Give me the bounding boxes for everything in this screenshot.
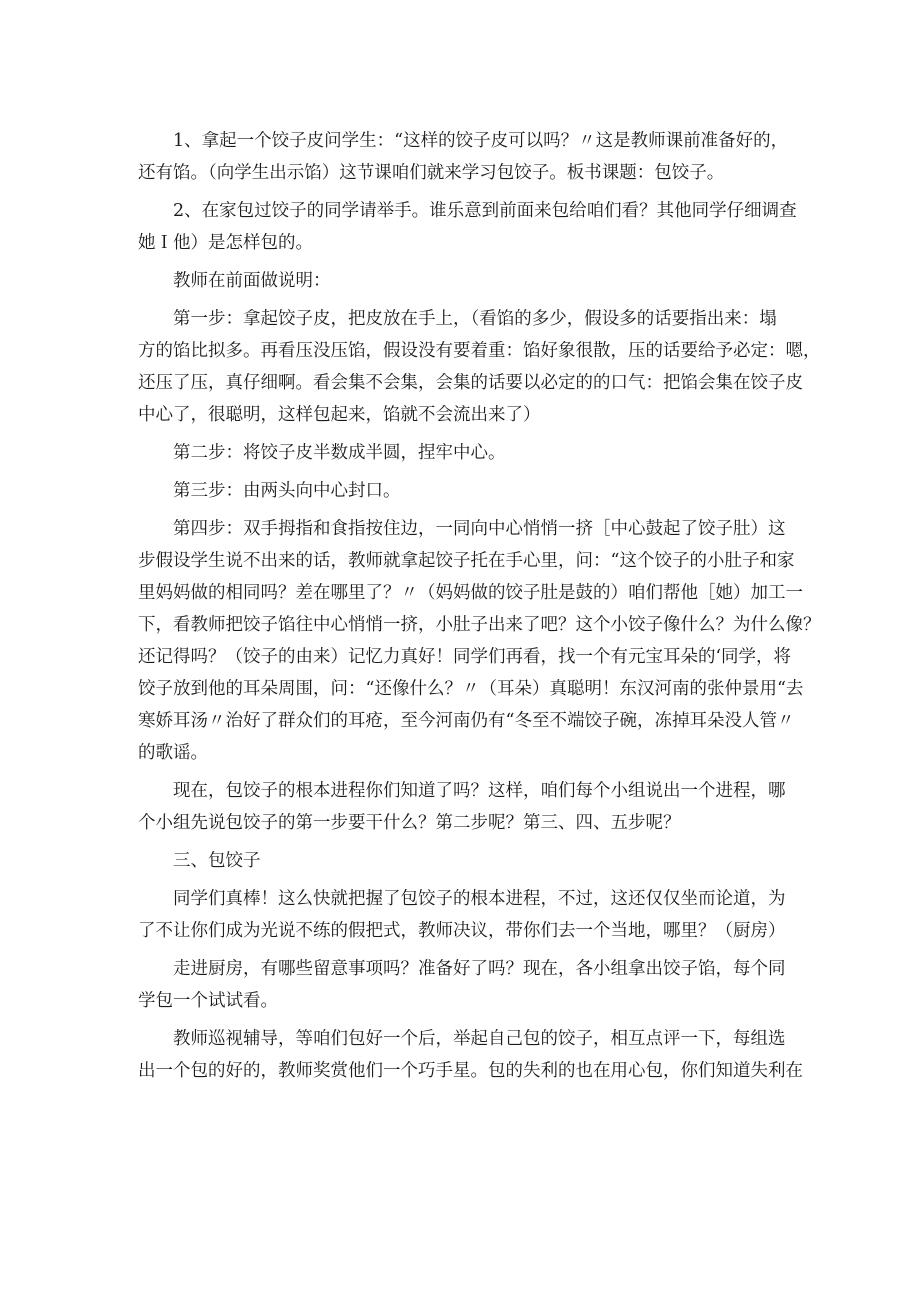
text-line: 还有馅。（向学生出示馅）这节课咱们就来学习包饺子。板书课题：包饺子。	[138, 163, 725, 183]
paragraph	[138, 125, 788, 189]
text-line: 个小组先说包饺子的第一步要干什么？第二步呢？第三、四、五步呢？	[138, 813, 681, 833]
text-line: 走进厨房，有哪些留意事项吗？准备好了吗？现在，各小组拿出饺子馅，每个同	[173, 959, 786, 979]
text-line: 第一步：拿起饺子皮，把皮放在手上，（看馅的多少，假设多的话要指出来：塌	[173, 309, 777, 329]
text-line: 还压了压，真仔细啊。看会集不会集，会集的话要以必定的的口气：把馅会集在饺子皮	[138, 373, 803, 393]
text-line: 方的馅比拟多。再看压没压馅，假设没有要着重：馅好象很散，压的话要给予必定：嗯，	[138, 341, 821, 361]
text-line: 现在，包饺子的根本进程你们知道了吗？这样，咱们每个小组说出一个进程，哪	[173, 781, 786, 801]
text-line: 出一个包的好的，教师奖赏他们一个巧手星。包的失利的也在用心包，你们知道失利在	[138, 1061, 803, 1081]
text-line: 教师在前面做说明：	[173, 271, 331, 291]
text-line: 饺子放到他的耳朵周围，问：“还像什么？〃（耳朵）真聪明！东汉河南的张仲景用“去	[138, 679, 804, 699]
text-line: 学包一个试试看。	[138, 991, 278, 1011]
text-line: 2、在家包过饺子的同学请举手。谁乐意到前面来包给咱们看？其他同学仔细调查	[173, 201, 797, 221]
text-line: 中心了，很聪明，这样包起来，馅就不会流出来了）	[138, 405, 541, 425]
document-body	[138, 125, 821, 1093]
text-line: 了不让你们成为光说不练的假把式，教师决议，带你们去一个当地，哪里？（厨房）	[138, 921, 786, 941]
paragraph	[138, 513, 821, 769]
paragraph	[138, 953, 788, 1017]
text-line: 教师巡视辅导，等咱们包好一个后，举起自己包的饺子，相互点评一下，每组选	[173, 1029, 786, 1049]
paragraph	[138, 475, 788, 507]
paragraph	[138, 883, 788, 947]
text-line: 还记得吗？（饺子的由来）记忆力真好！同学们再看，找一个有元宝耳朵的‘同学，将	[138, 647, 792, 667]
paragraph	[138, 437, 788, 469]
text-line: 三、包饺子	[173, 851, 261, 871]
text-line: 下，看教师把饺子馅往中心悄悄一挤，小肚子出来了吧？这个小饺子像什么？为什么像？	[138, 615, 821, 635]
text-line: 第三步：由两头向中心封口。	[173, 481, 401, 501]
text-line: 步假设学生说不出来的话，教师就拿起饺子托在手心里，问：“这个饺子的小肚子和家	[138, 551, 795, 571]
text-line: 第四步：双手拇指和食指按住边，一同向中心悄悄一挤［中心鼓起了饺子肚）这	[173, 519, 786, 539]
paragraph	[138, 1023, 803, 1087]
text-line: 1、拿起一个饺子皮问学生：“这样的饺子皮可以吗？〃这是教师课前准备好的，	[173, 131, 789, 151]
text-line: 寒娇耳汤〃治好了群众们的耳疮，至今河南仍有“冬至不端饺子碗，冻掉耳朵没人管〃	[138, 711, 795, 731]
paragraph	[138, 265, 788, 297]
text-line: 她Ｉ他）是怎样包的。	[138, 233, 313, 253]
text-line: 同学们真棒！这么快就把握了包饺子的根本进程，不过，这还仅仅坐而论道，为	[173, 889, 786, 909]
paragraph	[138, 775, 788, 839]
text-line: 的歌谣。	[138, 743, 208, 763]
paragraph	[138, 195, 797, 259]
paragraph	[138, 303, 821, 431]
text-line: 里妈妈做的相同吗？差在哪里了？〃（妈妈做的饺子肚是鼓的）咱们帮他［她）加工一	[138, 583, 803, 603]
text-line: 第二步：将饺子皮半数成半圆，捏牢中心。	[173, 443, 506, 463]
paragraph	[138, 845, 788, 877]
